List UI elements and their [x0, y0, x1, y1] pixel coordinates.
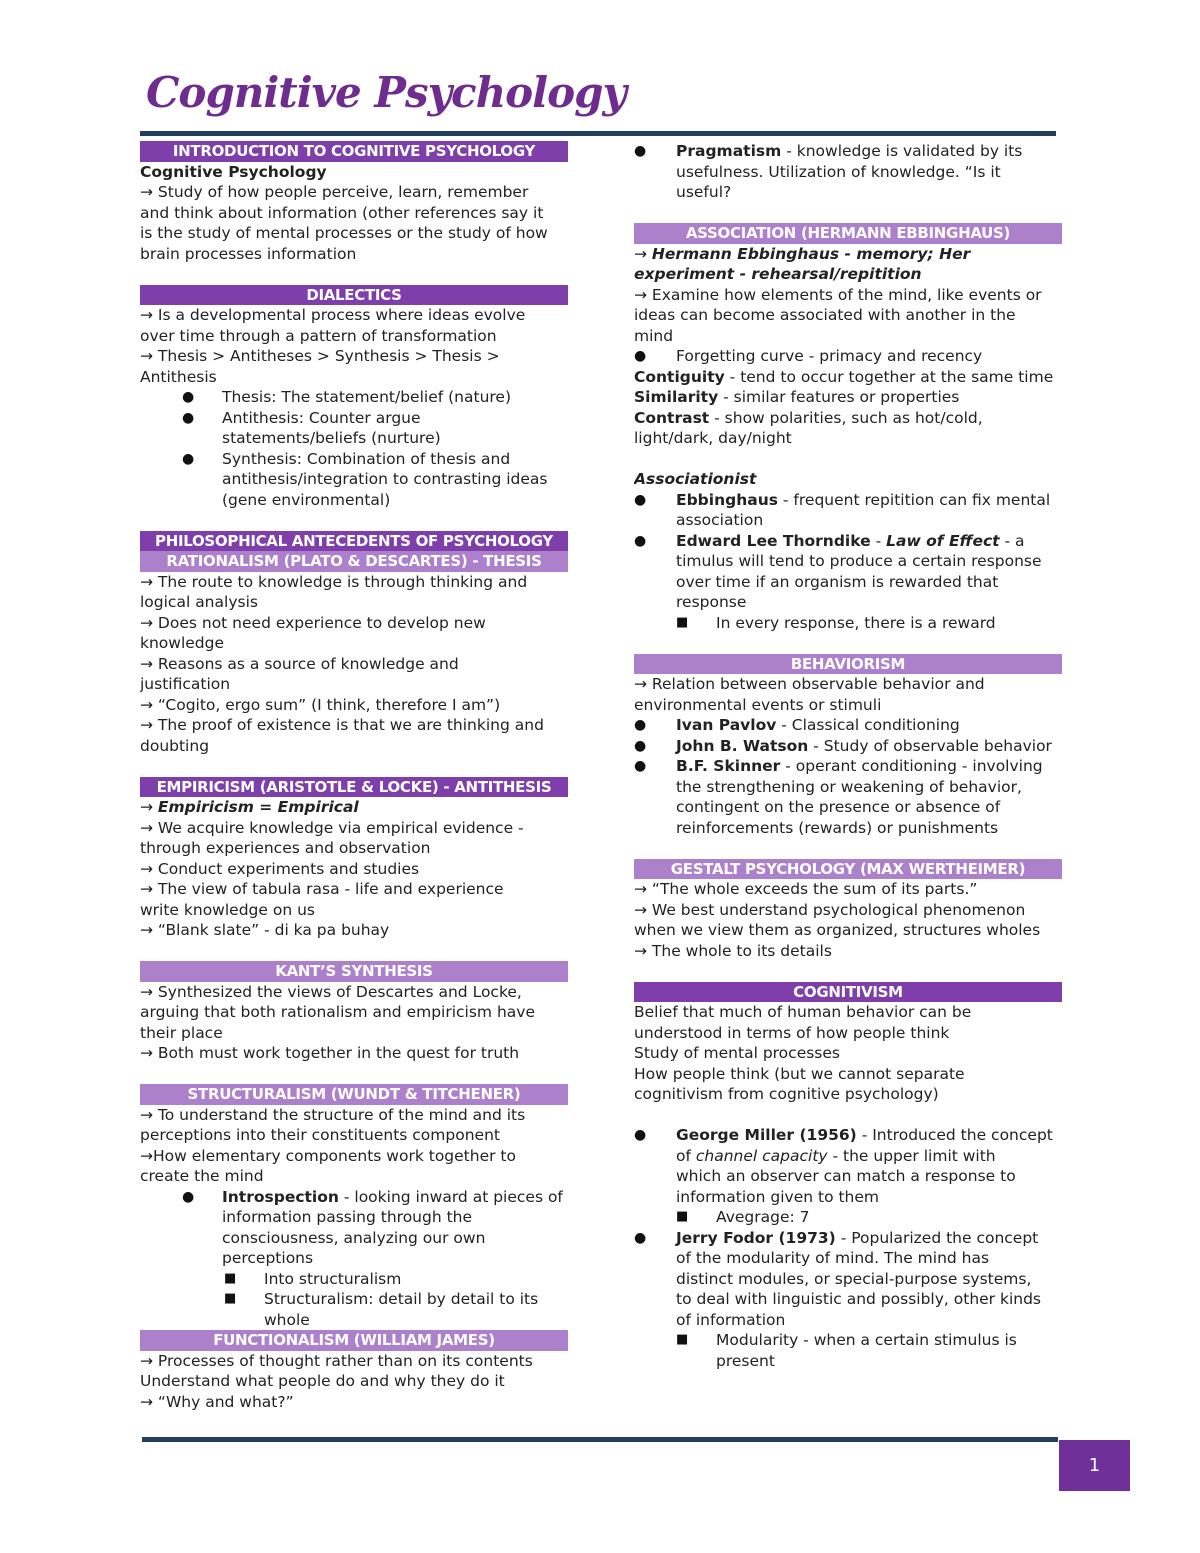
- bullet-item: [140, 1187, 568, 1208]
- text-run: understood in terms of how people think: [634, 1023, 950, 1042]
- text-line: [140, 1310, 568, 1331]
- text-line: [634, 695, 1062, 716]
- text-line: [140, 1146, 568, 1167]
- text-run: → The view of tabula rasa - life and experience: [140, 880, 504, 898]
- text-run: association: [676, 511, 764, 529]
- bullet-item: [634, 141, 1062, 162]
- text-run: → Study of how people perceive, learn, remember: [140, 183, 529, 201]
- text-line: [140, 613, 568, 634]
- text-run: → “The whole exceeds the sum of its parts.”: [634, 880, 978, 898]
- text-line: [140, 674, 568, 695]
- spacer: [634, 203, 1062, 224]
- text-line: [634, 777, 1062, 798]
- bullet-item: [634, 490, 1062, 511]
- text-run: - similar features or properties: [718, 388, 960, 406]
- text-line: [140, 367, 568, 388]
- text-line: [140, 1207, 568, 1228]
- left-column: [140, 141, 568, 1412]
- text-run: How people think (but we cannot separate: [634, 1064, 965, 1083]
- text-run: statements/beliefs (nurture): [222, 429, 441, 447]
- section-header: PHILOSOPHICAL ANTECEDENTS OF PSYCHOLOGY: [140, 531, 568, 552]
- section-header: RATIONALISM (PLATO & DESCARTES) - THESIS: [140, 551, 568, 572]
- text-run: - frequent repitition can fix mental: [777, 490, 1051, 509]
- section-header: STRUCTURALISM (WUNDT & TITCHENER): [140, 1084, 568, 1105]
- text-run: Ebbinghaus: [676, 490, 778, 509]
- text-run: -: [870, 531, 887, 550]
- right-column: [634, 141, 1062, 1371]
- text-run: Associationist: [634, 470, 757, 488]
- text-line: [634, 920, 1062, 941]
- text-line: [634, 572, 1062, 593]
- text-run: information given to them: [676, 1187, 880, 1206]
- text-run: →: [140, 798, 158, 816]
- section-header: GESTALT PSYCHOLOGY (MAX WERTHEIMER): [634, 859, 1062, 880]
- text-run: of the modularity of mind. The mind has: [676, 1249, 990, 1267]
- text-run: → “Cogito, ergo sum” (I think, therefore I am”): [140, 695, 501, 714]
- text-run: → The proof of existence is that we are thinking and: [140, 716, 544, 734]
- text-run: - looking inward at pieces of: [338, 1187, 563, 1206]
- text-line: [140, 736, 568, 757]
- bullet-item: [634, 756, 1062, 777]
- text-line: [634, 900, 1062, 921]
- text-line: [140, 346, 568, 367]
- text-line: [634, 182, 1062, 203]
- text-run: knowledge: [140, 634, 225, 652]
- text-line: [140, 900, 568, 921]
- text-run: Hermann Ebbinghaus - memory; Her: [651, 244, 971, 263]
- spacer: [140, 1064, 568, 1085]
- text-line: [140, 326, 568, 347]
- bullet-item: [634, 531, 1062, 552]
- text-run: of information: [676, 1310, 786, 1329]
- section-header: BEHAVIORISM: [634, 654, 1062, 675]
- text-line: [634, 1351, 1062, 1372]
- text-run: when we view them as organized, structures wholes: [634, 921, 1041, 939]
- text-run: light/dark, day/night: [634, 429, 792, 447]
- text-run: → We acquire knowledge via empirical evidence -: [140, 818, 524, 837]
- text-run: B.F. Skinner: [676, 757, 781, 775]
- text-line: [140, 633, 568, 654]
- text-line: [634, 1310, 1062, 1331]
- text-line: [140, 428, 568, 449]
- text-line: [140, 1371, 568, 1392]
- text-line: [634, 1289, 1062, 1310]
- bullet-item: [634, 715, 1062, 736]
- text-run: → Does not need experience to develop new: [140, 613, 486, 632]
- text-run: - Classical conditioning: [776, 716, 960, 734]
- bullet-item: [140, 1269, 568, 1290]
- text-run: → Is a developmental process where ideas evolve: [140, 306, 526, 324]
- text-run: over time through a pattern of transformation: [140, 326, 497, 345]
- section-header: KANT’S SYNTHESIS: [140, 961, 568, 982]
- text-line: [140, 859, 568, 880]
- text-run: → Both must work together in the quest for truth: [140, 1044, 520, 1062]
- text-run: Forgetting curve - primacy and recency: [676, 347, 983, 365]
- text-run: → The route to knowledge is through thinking and: [140, 572, 528, 591]
- text-line: [140, 1002, 568, 1023]
- text-run: Modularity - when a certain stimulus is: [716, 1331, 1017, 1349]
- text-run: useful?: [676, 183, 732, 201]
- spacer: [140, 941, 568, 962]
- text-run: Avegrage: 7: [716, 1208, 810, 1226]
- text-line: [634, 1043, 1062, 1064]
- text-run: doubting: [140, 736, 210, 755]
- text-line: [140, 1248, 568, 1269]
- text-line: [140, 162, 568, 183]
- text-line: [634, 551, 1062, 572]
- text-run: distinct modules, or special-purpose systems,: [676, 1269, 1032, 1288]
- text-run: Ivan Pavlov: [676, 716, 777, 734]
- spacer: [140, 264, 568, 285]
- text-run: Study of mental processes: [634, 1044, 840, 1062]
- text-run: logical analysis: [140, 593, 258, 611]
- text-run: antithesis/integration to contrasting ideas: [222, 470, 548, 488]
- text-line: [140, 305, 568, 326]
- text-line: [634, 469, 1062, 490]
- text-line: [634, 1248, 1062, 1269]
- spacer: [634, 1105, 1062, 1126]
- text-run: the strengthening or weakening of behavior,: [676, 777, 1022, 796]
- spacer: [140, 756, 568, 777]
- text-line: [634, 797, 1062, 818]
- text-line: [140, 1043, 568, 1064]
- spacer: [634, 449, 1062, 470]
- text-line: [634, 387, 1062, 408]
- text-run: Law of Effect: [886, 531, 1000, 550]
- text-line: [140, 203, 568, 224]
- text-line: [140, 244, 568, 265]
- text-run: channel capacity: [695, 1146, 828, 1165]
- page-title: Cognitive Psychology: [146, 68, 626, 117]
- text-run: → Processes of thought rather than on its contents: [140, 1351, 533, 1370]
- text-line: [140, 572, 568, 593]
- bullet-item: [140, 1289, 568, 1310]
- text-line: [634, 285, 1062, 306]
- text-line: [634, 1187, 1062, 1208]
- text-run: Into structuralism: [264, 1269, 402, 1288]
- text-run: → “Why and what?”: [140, 1392, 294, 1411]
- text-line: [140, 1166, 568, 1187]
- text-run: justification: [140, 675, 231, 693]
- text-run: Similarity: [634, 388, 719, 406]
- text-run: - the upper limit with: [827, 1146, 996, 1165]
- text-run: perceptions: [222, 1249, 314, 1267]
- text-line: [140, 1392, 568, 1413]
- text-run: Edward Lee Thorndike: [676, 531, 871, 550]
- text-run: Cognitive Psychology: [140, 162, 327, 181]
- text-run: Antithesis: [140, 367, 217, 386]
- text-run: is the study of mental processes or the study of how: [140, 224, 548, 242]
- text-run: - Popularized the concept: [835, 1228, 1039, 1247]
- text-line: [634, 264, 1062, 285]
- bullet-item: [634, 1125, 1062, 1146]
- bullet-item: [140, 449, 568, 470]
- text-line: [634, 818, 1062, 839]
- text-line: [140, 223, 568, 244]
- bullet-item: [140, 408, 568, 429]
- text-line: [140, 982, 568, 1003]
- text-line: [634, 1084, 1062, 1105]
- text-line: [140, 838, 568, 859]
- spacer: [140, 510, 568, 531]
- text-run: perceptions into their constituents component: [140, 1126, 500, 1144]
- text-line: [140, 1023, 568, 1044]
- text-run: Understand what people do and why they do it: [140, 1372, 505, 1390]
- section-header: DIALECTICS: [140, 285, 568, 306]
- text-run: → Thesis > Antitheses > Synthesis > Thesis >: [140, 347, 500, 365]
- text-run: Belief that much of human behavior can be: [634, 1003, 972, 1021]
- text-run: → Conduct experiments and studies: [140, 859, 420, 878]
- bullet-item: [634, 346, 1062, 367]
- text-run: create the mind: [140, 1167, 264, 1185]
- text-line: [140, 654, 568, 675]
- text-run: → Relation between observable behavior and: [634, 675, 985, 693]
- text-run: information passing through the: [222, 1208, 473, 1226]
- text-line: [634, 408, 1062, 429]
- text-run: their place: [140, 1023, 223, 1042]
- text-line: [634, 879, 1062, 900]
- text-run: to deal with linguistic and possibly, other kinds: [676, 1290, 1041, 1308]
- text-run: Structuralism: detail by detail to its: [264, 1290, 539, 1308]
- text-run: present: [716, 1351, 775, 1370]
- section-header: ASSOCIATION (HERMANN EBBINGHAUS): [634, 223, 1062, 244]
- section-header: EMPIRICISM (ARISTOTLE & LOCKE) - ANTITHESIS: [140, 777, 568, 798]
- text-run: George Miller (1956): [676, 1126, 857, 1144]
- text-run: through experiences and observation: [140, 839, 431, 857]
- text-run: Antithesis: Counter argue: [222, 408, 421, 427]
- section-header: FUNCTIONALISM (WILLIAM JAMES): [140, 1330, 568, 1351]
- text-line: [634, 367, 1062, 388]
- text-run: Thesis: The statement/belief (nature): [222, 388, 512, 406]
- top-divider: [140, 131, 1056, 136]
- bullet-item: [634, 1228, 1062, 1249]
- text-run: Empiricism = Empirical: [157, 798, 359, 816]
- text-line: [634, 326, 1062, 347]
- text-run: - knowledge is validated by its: [781, 142, 1023, 160]
- text-run: Pragmatism: [676, 142, 782, 160]
- text-run: - Study of observable behavior: [808, 736, 1052, 755]
- text-line: [634, 1023, 1062, 1044]
- bottom-divider: [142, 1437, 1058, 1442]
- text-run: mind: [634, 326, 674, 345]
- text-run: →: [634, 244, 652, 263]
- bullet-item: [140, 387, 568, 408]
- text-line: [634, 592, 1062, 613]
- text-run: → Examine how elements of the mind, like events or: [634, 285, 1042, 304]
- text-line: [634, 1166, 1062, 1187]
- text-run: cognitivism from cognitive psychology): [634, 1085, 939, 1103]
- bullet-item: [634, 613, 1062, 634]
- text-run: of: [676, 1146, 696, 1165]
- text-line: [140, 879, 568, 900]
- text-line: [634, 305, 1062, 326]
- text-run: consciousness, analyzing our own: [222, 1228, 486, 1247]
- text-run: which an observer can match a response to: [676, 1167, 1016, 1185]
- text-run: ideas can become associated with another in the: [634, 306, 1016, 324]
- text-run: → To understand the structure of the mind and its: [140, 1105, 526, 1124]
- text-line: [634, 510, 1062, 531]
- text-run: brain processes information: [140, 244, 357, 263]
- text-run: → We best understand psychological phenomenon: [634, 900, 1026, 919]
- text-line: [634, 674, 1062, 695]
- text-run: - Introduced the concept: [856, 1126, 1053, 1144]
- text-line: [634, 244, 1062, 265]
- text-run: reinforcements (rewards) or punishments: [676, 818, 999, 837]
- spacer: [634, 838, 1062, 859]
- text-line: [634, 1269, 1062, 1290]
- text-run: write knowledge on us: [140, 900, 315, 919]
- text-run: Synthesis: Combination of thesis and: [222, 449, 511, 468]
- text-run: Contrast: [634, 408, 710, 427]
- text-line: [634, 428, 1062, 449]
- text-run: - tend to occur together at the same time: [724, 367, 1054, 386]
- spacer: [634, 633, 1062, 654]
- section-header: COGNITIVISM: [634, 982, 1062, 1003]
- text-line: [140, 1105, 568, 1126]
- text-line: [634, 941, 1062, 962]
- text-run: arguing that both rationalism and empiricism have: [140, 1003, 535, 1021]
- text-run: In every response, there is a reward: [716, 613, 996, 632]
- text-line: [140, 920, 568, 941]
- bullet-item: [634, 736, 1062, 757]
- text-line: [140, 1125, 568, 1146]
- text-line: [140, 1351, 568, 1372]
- bullet-item: [634, 1207, 1062, 1228]
- text-run: - a: [999, 531, 1025, 550]
- text-run: Introspection: [222, 1187, 339, 1206]
- text-run: →How elementary components work together to: [140, 1146, 516, 1165]
- text-run: and think about information (other references say it: [140, 203, 544, 222]
- text-line: [634, 162, 1062, 183]
- text-run: (gene environmental): [222, 490, 391, 509]
- text-run: timulus will tend to produce a certain response: [676, 552, 1042, 570]
- text-line: [140, 182, 568, 203]
- bullet-item: [634, 1330, 1062, 1351]
- text-run: whole: [264, 1310, 310, 1329]
- text-run: Jerry Fodor (1973): [676, 1228, 836, 1247]
- text-run: → Reasons as a source of knowledge and: [140, 654, 459, 673]
- text-line: [140, 797, 568, 818]
- text-line: [634, 1146, 1062, 1167]
- section-header: INTRODUCTION TO COGNITIVE PSYCHOLOGY: [140, 141, 568, 162]
- text-run: → Synthesized the views of Descartes and Locke,: [140, 982, 522, 1001]
- text-run: usefulness. Utilization of knowledge. “Is it: [676, 162, 1001, 181]
- text-run: - operant conditioning - involving: [780, 757, 1043, 775]
- text-run: environmental events or stimuli: [634, 695, 882, 714]
- text-run: response: [676, 593, 747, 611]
- text-run: John B. Watson: [676, 736, 809, 755]
- text-run: - show polarities, such as hot/cold,: [709, 408, 983, 427]
- text-run: contingent on the presence or absence of: [676, 798, 1001, 816]
- text-run: Contiguity: [634, 367, 725, 386]
- text-line: [140, 818, 568, 839]
- spacer: [634, 961, 1062, 982]
- text-line: [140, 469, 568, 490]
- page-number: 1: [1059, 1440, 1130, 1491]
- text-line: [140, 715, 568, 736]
- text-run: experiment - rehearsal/repitition: [634, 265, 922, 283]
- text-line: [140, 695, 568, 716]
- text-run: → The whole to its details: [634, 941, 832, 960]
- text-line: [634, 1002, 1062, 1023]
- text-line: [140, 490, 568, 511]
- text-line: [140, 1228, 568, 1249]
- text-line: [634, 1064, 1062, 1085]
- text-run: over time if an organism is rewarded that: [676, 572, 999, 591]
- text-line: [140, 592, 568, 613]
- text-run: → “Blank slate” - di ka pa buhay: [140, 921, 390, 939]
